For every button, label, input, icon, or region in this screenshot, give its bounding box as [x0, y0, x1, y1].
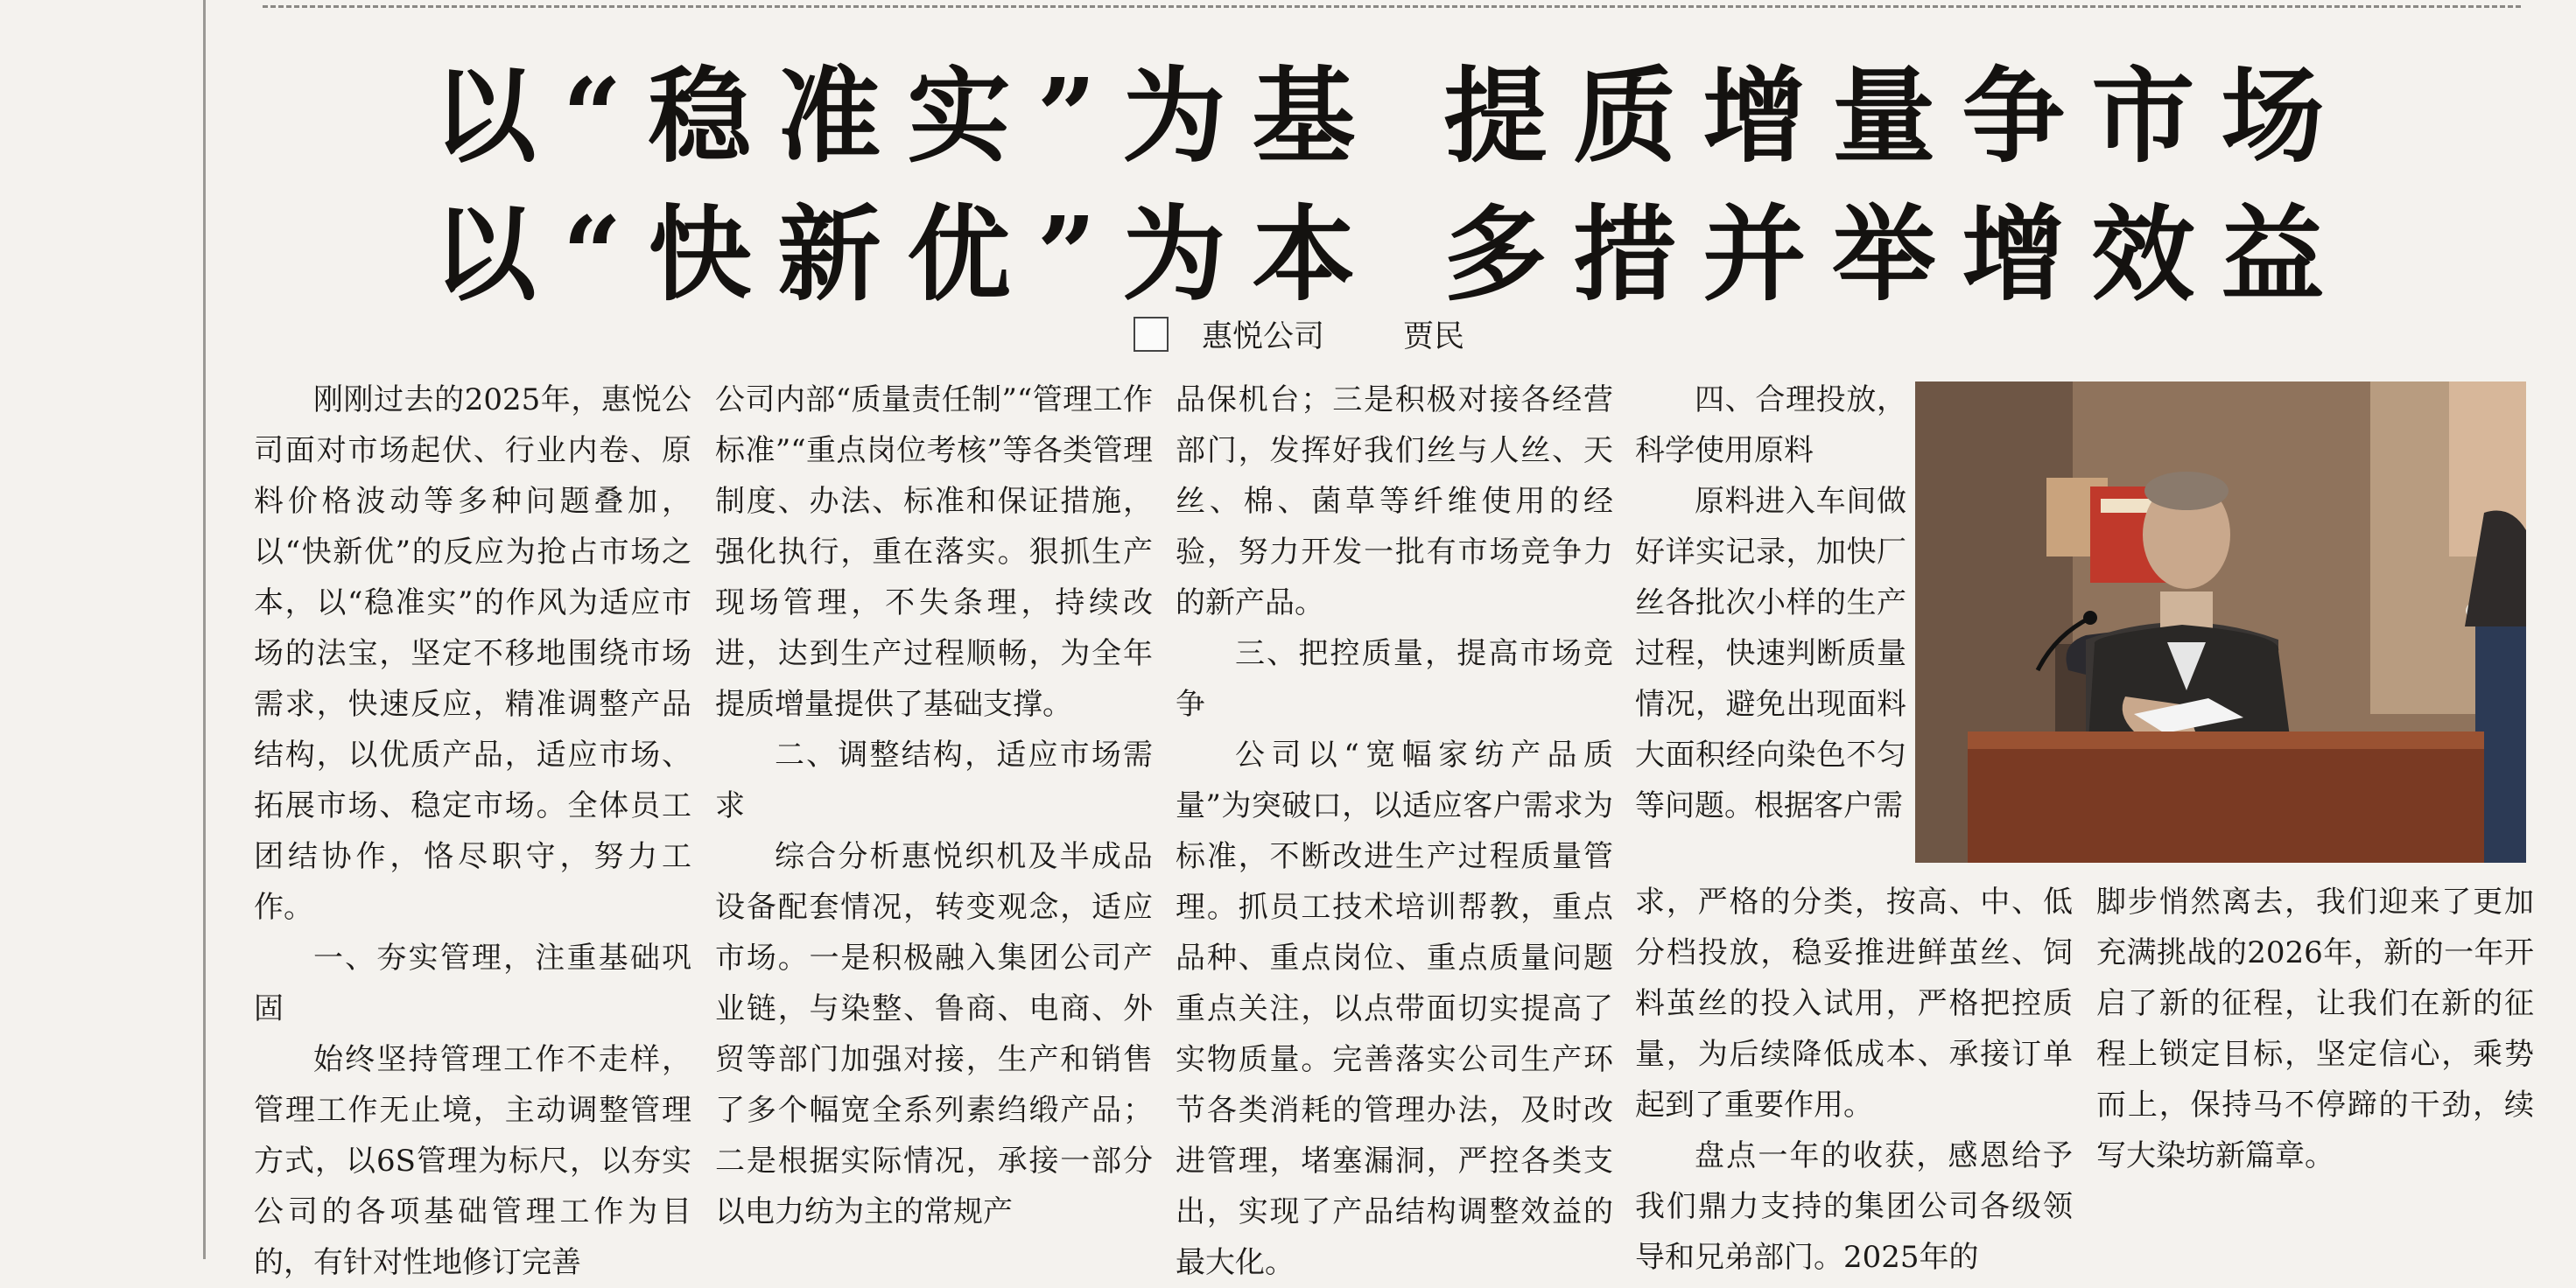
- byline-box-icon: [1134, 317, 1169, 352]
- article-column-2: [715, 374, 1153, 1237]
- byline-author: 贾民: [1403, 319, 1465, 354]
- speaker-photo: [1915, 382, 2526, 863]
- byline-company: 惠悦公司: [1202, 319, 1325, 354]
- section-heading: 四、合理投放，科学使用原料: [1635, 382, 1906, 468]
- article-column-4-bottom: [1635, 877, 2073, 1283]
- paragraph: 原料进入车间做好详实记录，加快厂丝各批次小样的生产过程，快速判断质量情况，避免出现面料大面积经向染色不匀等问题。根据客户需: [1635, 484, 1906, 823]
- paragraph: 脚步悄然离去，我们迎来了更加充满挑战的2026年，新的一年开启了新的征程，让我们在新的征程上锁定目标，坚定信心，乘势而上，保持马不停蹄的干劲，续写大染坊新篇章。: [2096, 885, 2534, 1173]
- paragraph: 品保机台；三是积极对接各经营部门，发挥好我们丝与人丝、天丝、棉、菌草等纤维使用的经验，努力开发一批有市场竞争力的新产品。: [1176, 382, 1613, 620]
- article-column-3: [1176, 374, 1613, 1288]
- section-heading: 三、把控质量，提高市场竞争: [1176, 636, 1613, 722]
- paragraph: 综合分析惠悦织机及半成品设备配套情况，转变观念，适应市场。一是积极融入集团公司产业链，与染整、鲁商、电商、外贸等部门加强对接，生产和销售了多个幅宽全系列素绉缎产品；二是根据实际情况，承接一部分以电力纺为主的常规产: [715, 839, 1153, 1229]
- page-edge-line: [203, 0, 206, 1259]
- byline: [1134, 313, 1464, 355]
- paragraph: 公司内部“质量责任制”“管理工作标准”“重点岗位考核”等各类管理制度、办法、标准和保证措施，强化执行，重在落实。狠抓生产现场管理，不失条理，持续改进，达到生产过程顺畅，为全年提质增量提供了基础支撑。: [715, 382, 1153, 722]
- section-heading: 一、夯实管理，注重基础巩固: [254, 941, 691, 1026]
- top-dashed-rule: [263, 5, 2521, 8]
- paragraph: 盘点一年的收获，感恩给予我们鼎力支持的集团公司各级领导和兄弟部门。2025年的: [1635, 1138, 2073, 1275]
- article-column-5: [2096, 877, 2534, 1181]
- paragraph: 始终坚持管理工作不走样，管理工作无止境，主动调整管理方式，以6S管理为标尺，以夯实公司的各项基础管理工作为目的，有针对性地修订完善: [254, 1042, 691, 1280]
- section-heading: 二、调整结构，适应市场需求: [715, 738, 1153, 823]
- paragraph: 刚刚过去的2025年，惠悦公司面对市场起伏、行业内卷、原料价格波动等多种问题叠加，以“快新优”的反应为抢占市场之本，以“稳准实”的作风为适应市场的法宝，坚定不移地围绕市场需求，快速反应，精准调整产品结构，以优质产品，适应市场、拓展市场、稳定市场。全体员工团结协作，恪尽职守，努力工作。: [254, 382, 691, 925]
- article-column-1: [254, 374, 691, 1288]
- headline-line-2: 以“快新优”为本 多措并举增效益: [432, 193, 2351, 315]
- headline-line-1: 以“稳准实”为基 提质增量争市场: [432, 55, 2351, 177]
- article-column-4-top: [1635, 374, 1906, 831]
- paragraph: 求，严格的分类，按高、中、低分档投放，稳妥推进鲜茧丝、饲料茧丝的投入试用，严格把控质量，为后续降低成本、承接订单起到了重要作用。: [1635, 885, 2073, 1123]
- paragraph: 公司以“宽幅家纺产品质量”为突破口，以适应客户需求为标准，不断改进生产过程质量管理。抓员工技术培训帮教，重点品种、重点岗位、重点质量问题重点关注，以点带面切实提高了实物质量。完善落实公司生产环节各类消耗的管理办法，及时改进管理，堵塞漏洞，严控各类支出，实现了产品结构调整效益的最大化。: [1176, 738, 1613, 1280]
